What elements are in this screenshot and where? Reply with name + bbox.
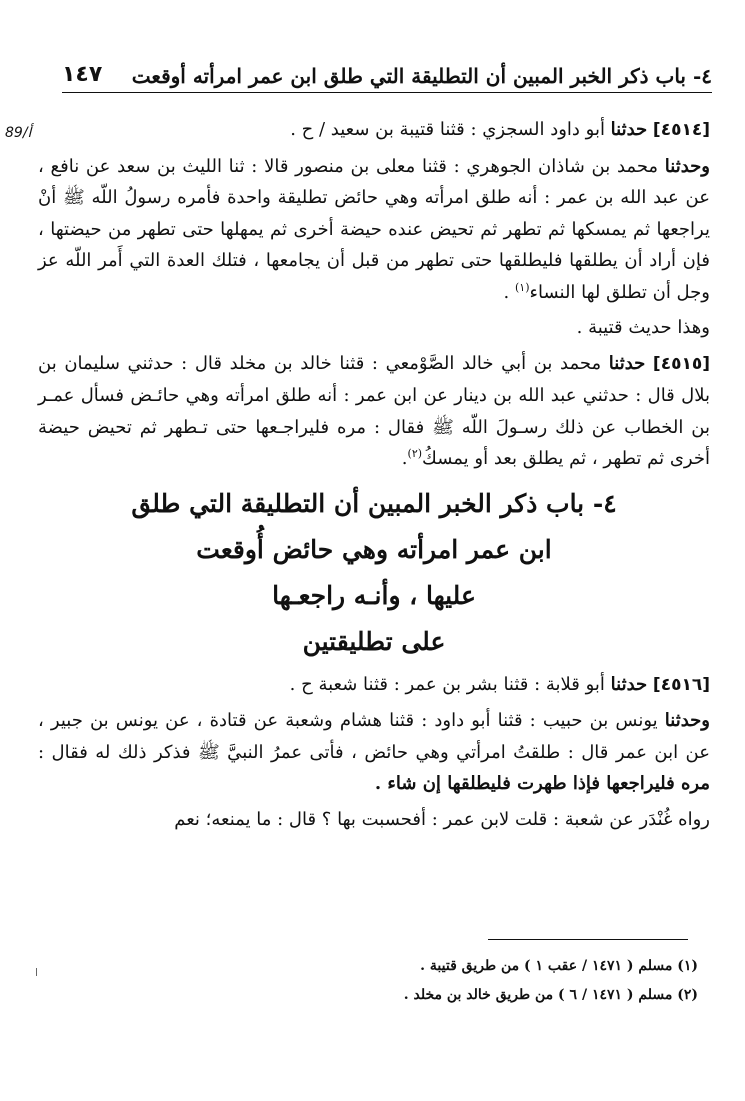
narration-keyword: حدثنا bbox=[610, 673, 648, 695]
narration-keyword: حدثنا bbox=[608, 352, 646, 374]
page-header bbox=[62, 62, 712, 93]
page-number: ١٤٧ bbox=[62, 62, 103, 87]
hadith-4516-chain bbox=[38, 669, 710, 702]
narration-keyword: حدثنا bbox=[610, 119, 648, 140]
chapter-heading-line: ابن عمر امرأته وهي حائض أُوقعت bbox=[196, 534, 552, 564]
hadith-4514-note: وهذا حديث قتيبة . bbox=[576, 317, 710, 338]
hadith-text: يونس بن حبيب : قثنا أبو داود : قثنا هشام وشعبة عن قتادة ، عن يونس بن جبير ، عن ابن عمر قال : طلقتُ امرأتي وهي حائض ، فأتى عمرُ النبيَّ ﷺ فذكر ذلك له فقال : bbox=[38, 710, 710, 763]
hadith-number: [٤٥١٥] bbox=[652, 353, 710, 374]
footnote-ref: (١) bbox=[514, 280, 530, 294]
hadith-number: [٤٥١٤] bbox=[652, 120, 710, 140]
hadith-text: أبو قلابة : قثنا بشر بن عمر : قثنا شعبة ح . bbox=[289, 673, 611, 695]
margin-mark bbox=[36, 968, 37, 976]
chapter-heading-line: على تطليقتين bbox=[302, 626, 446, 656]
hadith-4514-chain bbox=[38, 114, 710, 147]
main-text bbox=[38, 114, 710, 835]
footnote-divider bbox=[488, 939, 688, 940]
manuscript-folio-note: 89/أ bbox=[5, 125, 32, 141]
narration-keyword: وحدثنا bbox=[664, 710, 710, 731]
narration-keyword: وحدثنا bbox=[664, 155, 710, 177]
hadith-text: محمد بن أبي خالد الصَّوْمعي : قثنا خالد بن مخلد قال : حدثني سليمان بن بلال قال : حدثني عبد الله بن دينار عن ابن عمر : أنه طلق امرأته وهي حائـض فسأل عمـر بن الخطاب عن ذلك رسـولَ اللّه ﷺ فقال : مره فليراجـعها حتى تـطهر ثم تحيض حيضة أخرى ثم تطهر ، ثم يطلق بعد أو يمسكُ bbox=[38, 352, 710, 469]
chapter-heading-line: ٤- باب ذكر الخبر المبين أن التطليقة التي طلق bbox=[131, 488, 617, 518]
footnote-item: (٢) مسلم ( ١٤٧١ / ٦ ) من طريق خالد بن مخلد . bbox=[403, 987, 698, 1003]
hadith-4516-text bbox=[38, 705, 710, 800]
hadith-4514-text bbox=[38, 151, 710, 309]
hadith-text: أبو داود السجزي : قثنا قتيبة بن سعيد / ح . bbox=[290, 119, 611, 140]
footnotes bbox=[38, 952, 698, 1010]
footnote-item: (١) مسلم ( ١٤٧١ / عقب ١ ) من طريق قتيبة . bbox=[420, 958, 698, 974]
hadith-4516-note: رواه غُنْدَر عن شعبة : قلت لابن عمر : أفحسبت بها ؟ قال : ما يمنعه؛ نعم bbox=[174, 808, 710, 830]
hadith-matn-bold: مره فليراجعها فإذا طهرت فليطلقها إن شاء . bbox=[374, 773, 710, 794]
hadith-text-end: . bbox=[401, 448, 408, 469]
hadith-text-end: . bbox=[503, 281, 515, 303]
running-title: ٤- باب ذكر الخبر المبين أن التطليقة التي طلق ابن عمر امرأته أوقعت bbox=[131, 64, 712, 88]
hadith-4515-text bbox=[38, 348, 710, 475]
chapter-heading bbox=[38, 481, 710, 665]
chapter-heading-line: عليها ، وأنـه راجعـها bbox=[272, 580, 476, 610]
hadith-text: محمد بن شاذان الجوهري : قثنا معلى بن منصور قالا : ثنا الليث بن سعد عن نافع ، عن عبد الله بن عمر : أنه طلق امرأته وهي حائض تطليقة واحدة فأمره رسولُ اللّه ﷺ أنْ يراجعها ثم يمسكها ثم تطهر ثم تحيض عنده حيضة أخرى ثم يمهلها حتى تطهر من حيضتها ، فإن أراد أن يطلقها فليطلقها حتى تطهر من قبل أن يجامعها ، فتلك العدة التي أَمر اللّه عز وجل أن تطلق لها النساء bbox=[38, 155, 710, 303]
footnote-ref: (٢) bbox=[407, 447, 423, 460]
hadith-number: [٤٥١٦] bbox=[652, 674, 710, 695]
